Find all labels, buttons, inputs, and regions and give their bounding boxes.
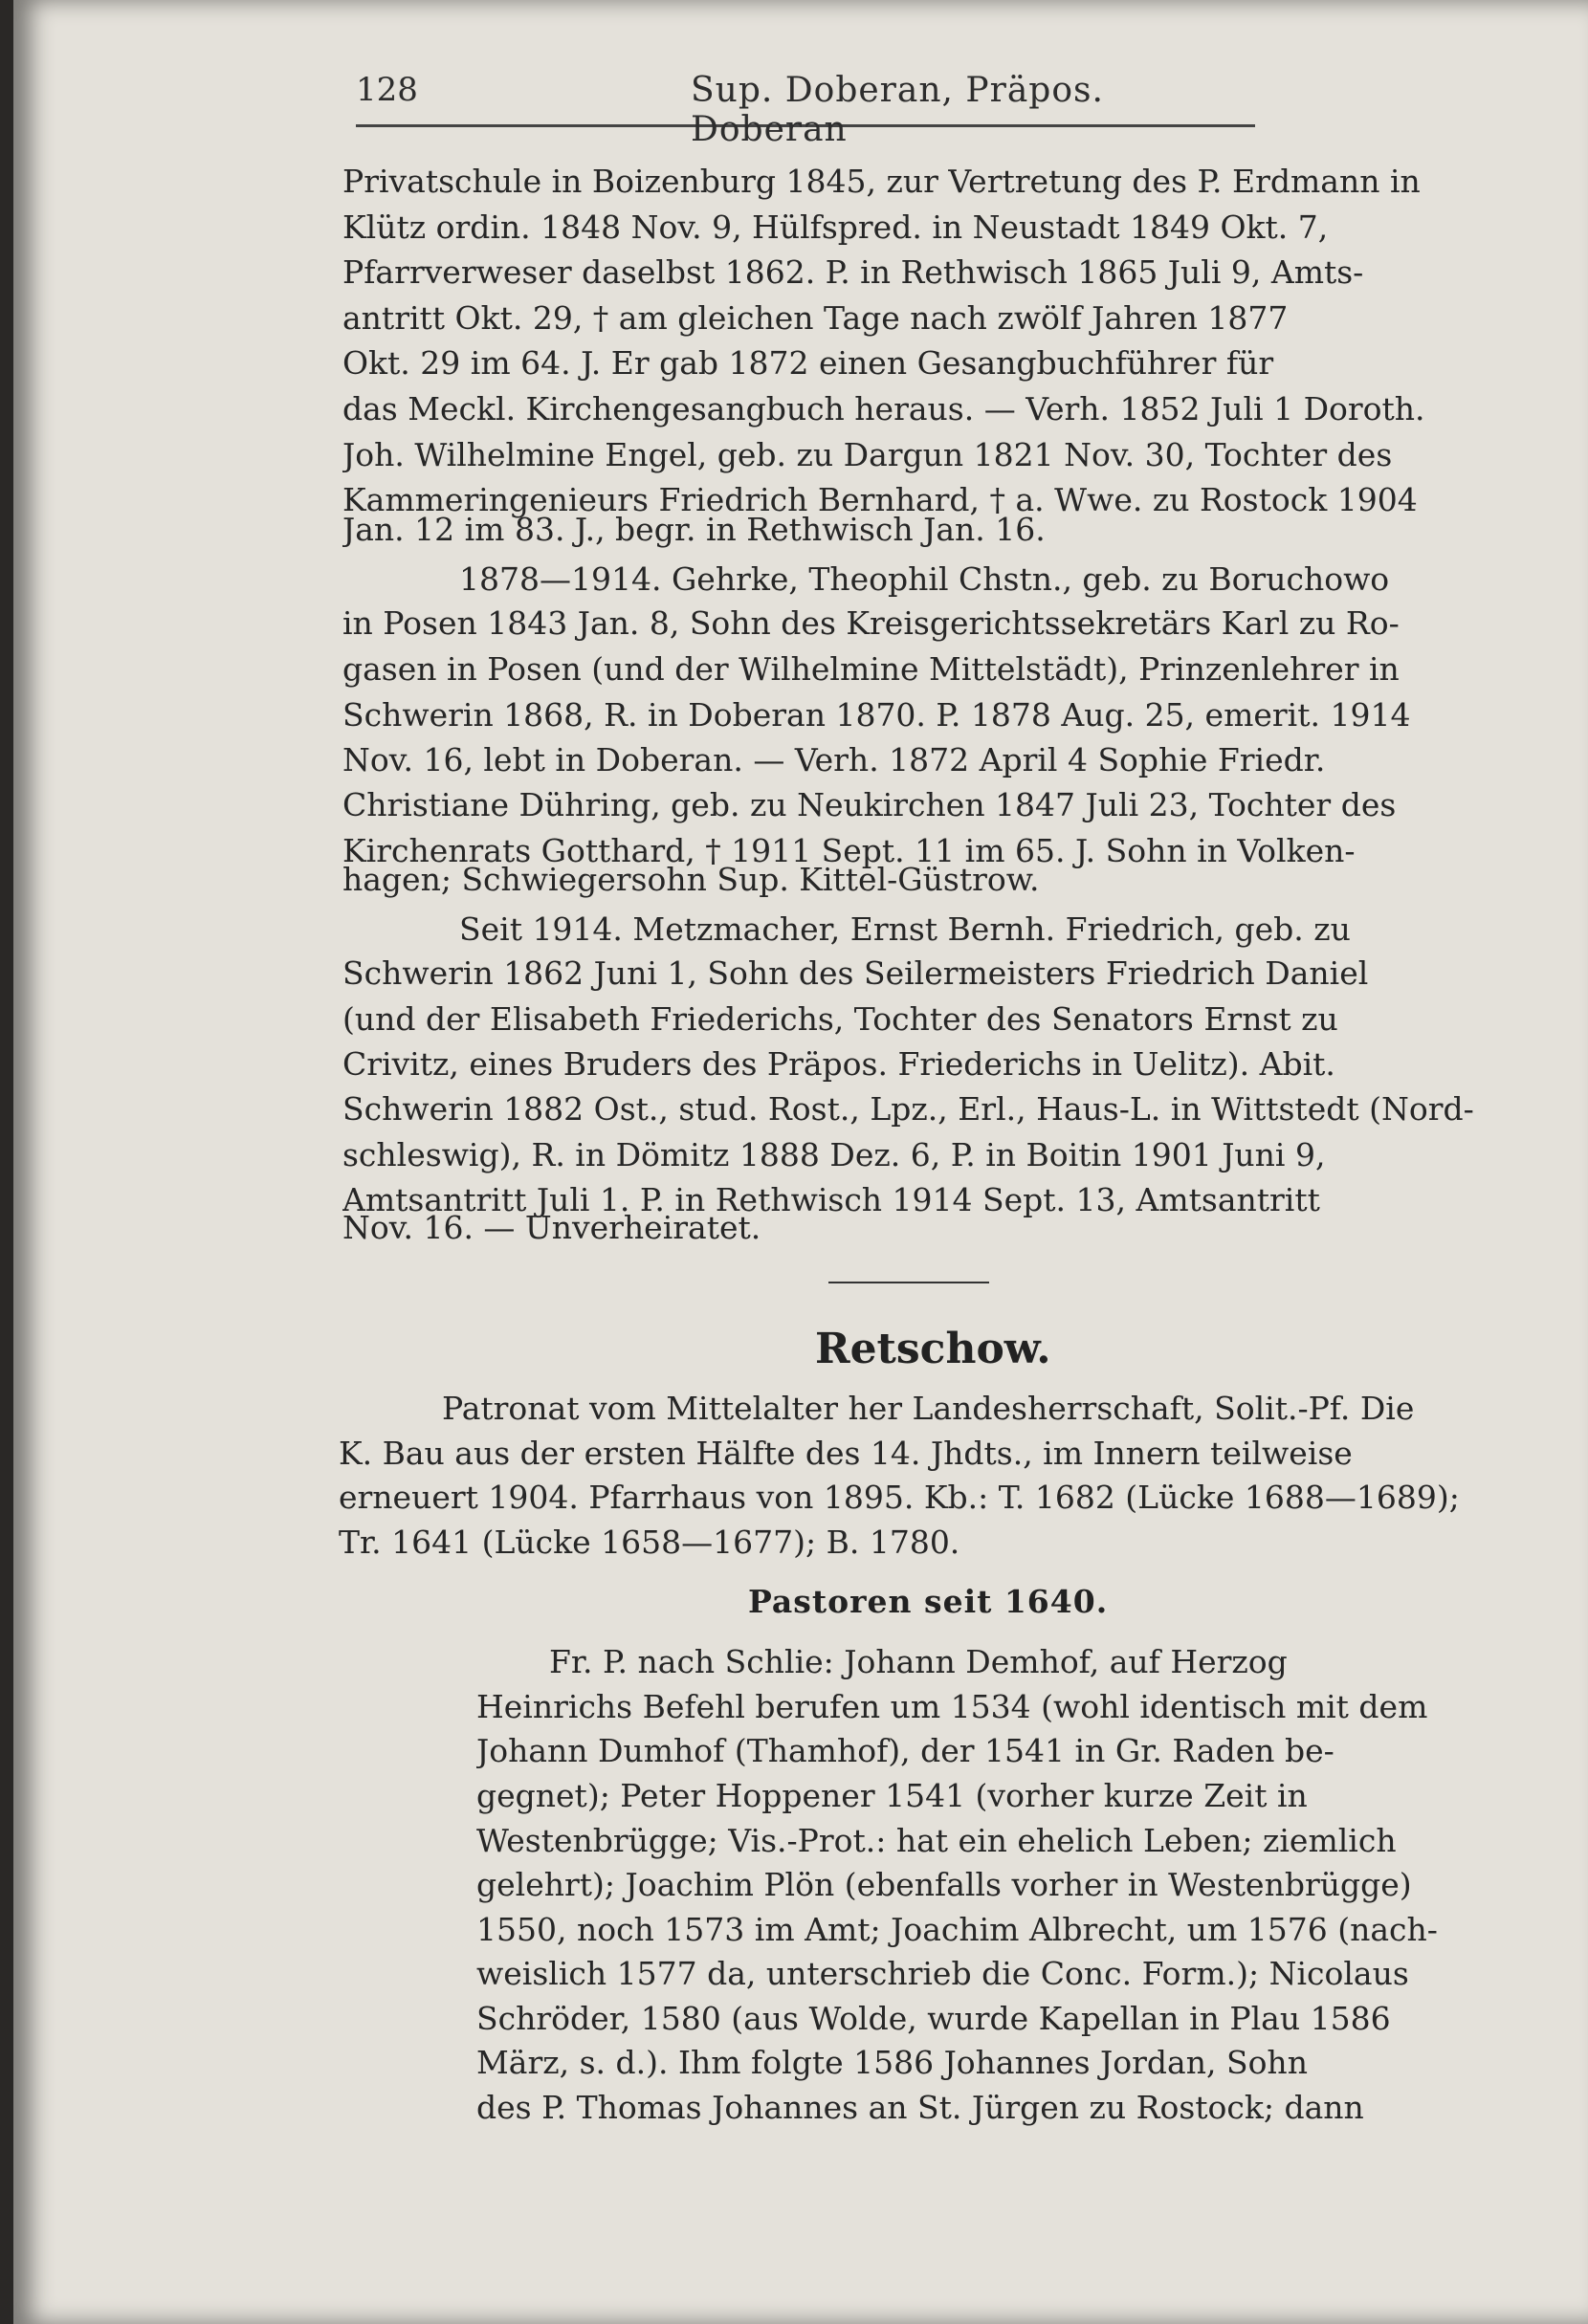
pastor-line: Johann Dumhof (Thamhof), der 1541 in Gr. Raden be- [476,1732,1334,1769]
section-intro-line: Patronat vom Mittelalter her Landesherrschaft, Solit.-Pf. Die [442,1390,1415,1427]
text-line: Joh. Wilhelmine Engel, geb. zu Dargun 1821 Nov. 30, Tochter des [342,436,1393,473]
page-number: 128 [356,71,418,109]
entry-gehrke-line: Nov. 16, lebt in Doberan. — Verh. 1872 April 4 Sophie Friedr. [342,741,1326,778]
entry-metzmacher-line: schleswig), R. in Dömitz 1888 Dez. 6, P. in Boitin 1901 Juni 9, [342,1136,1326,1173]
entry-metzmacher-line: Nov. 16. — Unverheiratet. [342,1209,761,1246]
entry-gehrke-line: gasen in Posen (und der Wilhelmine Mittelstädt), Prinzenlehrer in [342,650,1400,688]
pastor-line: gelehrt); Joachim Plön (ebenfalls vorher in Westenbrügge) [476,1866,1412,1903]
entry-metzmacher-line: Crivitz, eines Bruders des Präpos. Friederichs in Uelitz). Abit. [342,1045,1335,1083]
pastor-line: weislich 1577 da, unterschrieb die Conc. Form.); Nicolaus [476,1955,1409,1992]
pastor-line: des P. Thomas Johannes an St. Jürgen zu Rostock; dann [476,2089,1364,2126]
pastor-line: März, s. d.). Ihm folgte 1586 Johannes Jordan, Sohn [476,2044,1308,2081]
entry-gehrke-line: Kirchenrats Gotthard, † 1911 Sept. 11 im 65. J. Sohn in Volken- [342,832,1356,869]
text-line: Pfarrverweser daselbst 1862. P. in Rethwisch 1865 Juli 9, Amts- [342,253,1364,291]
entry-metzmacher-line: Schwerin 1882 Ost., stud. Rost., Lpz., Erl., Haus-L. in Wittstedt (Nord- [342,1090,1474,1128]
running-title: Sup. Doberan, Präpos. Doberan [691,71,1104,149]
entry-metzmacher-line: Seit 1914. Metzmacher, Ernst Bernh. Friedrich, geb. zu [459,910,1351,948]
pastor-line: gegnet); Peter Hoppener 1541 (vorher kurze Zeit in [476,1777,1308,1814]
section-intro-line: erneuert 1904. Pfarrhaus von 1895. Kb.: T. 1682 (Lücke 1688—1689); [339,1479,1460,1516]
section-intro-line: K. Bau aus der ersten Hälfte des 14. Jhdts., im Innern teilweise [339,1435,1353,1472]
section-title: Retschow. [815,1325,1051,1373]
entry-gehrke-line: 1878—1914. Gehrke, Theophil Chstn., geb. zu Boruchowo [459,560,1390,598]
entry-gehrke-line: in Posen 1843 Jan. 8, Sohn des Kreisgerichtssekretärs Karl zu Ro- [342,604,1400,642]
text-line: Okt. 29 im 64. J. Er gab 1872 einen Gesangbuchführer für [342,344,1274,382]
text-line: Jan. 12 im 83. J., begr. in Rethwisch Jan. 16. [342,511,1046,548]
section-subtitle: Pastoren seit 1640. [748,1583,1109,1620]
section-divider [828,1282,989,1283]
text-line: antritt Okt. 29, † am gleichen Tage nach zwölf Jahren 1877 [342,299,1289,337]
text-line: Kammeringenieurs Friedrich Bernhard, † a. Wwe. zu Rostock 1904 [342,481,1418,518]
pastor-line: Fr. P. nach Schlie: Johann Demhof, auf Herzog [549,1643,1288,1680]
page-header [356,67,1255,149]
entry-gehrke-line: Christiane Dühring, geb. zu Neukirchen 1847 Juli 23, Tochter des [342,786,1397,823]
entry-metzmacher-line: Schwerin 1862 Juni 1, Sohn des Seilermeisters Friedrich Daniel [342,954,1369,992]
pastor-line: 1550, noch 1573 im Amt; Joachim Albrecht, um 1576 (nach- [476,1911,1438,1948]
pastor-line: Heinrichs Befehl berufen um 1534 (wohl identisch mit dem [476,1688,1428,1725]
pastor-line: Schröder, 1580 (aus Wolde, wurde Kapellan in Plau 1586 [476,2000,1391,2037]
entry-metzmacher-line: Amtsantritt Juli 1. P. in Rethwisch 1914 Sept. 13, Amtsantritt [342,1181,1320,1218]
entry-gehrke-line: Schwerin 1868, R. in Doberan 1870. P. 1878 Aug. 25, emerit. 1914 [342,696,1411,734]
text-line: das Meckl. Kirchengesangbuch heraus. — Verh. 1852 Juli 1 Doroth. [342,390,1425,428]
text-line: Privatschule in Boizenburg 1845, zur Vertretung des P. Erdmann in [342,163,1421,200]
pastor-line: Westenbrügge; Vis.-Prot.: hat ein ehelich Leben; ziemlich [476,1822,1397,1859]
section-intro-line: Tr. 1641 (Lücke 1658—1677); B. 1780. [339,1524,960,1561]
text-line: Klütz ordin. 1848 Nov. 9, Hülfspred. in Neustadt 1849 Okt. 7, [342,208,1329,246]
entry-gehrke-line: hagen; Schwiegersohn Sup. Kittel-Güstrow. [342,861,1040,898]
entry-metzmacher-line: (und der Elisabeth Friederichs, Tochter des Senators Ernst zu [342,1000,1338,1038]
book-page [13,0,1588,2324]
